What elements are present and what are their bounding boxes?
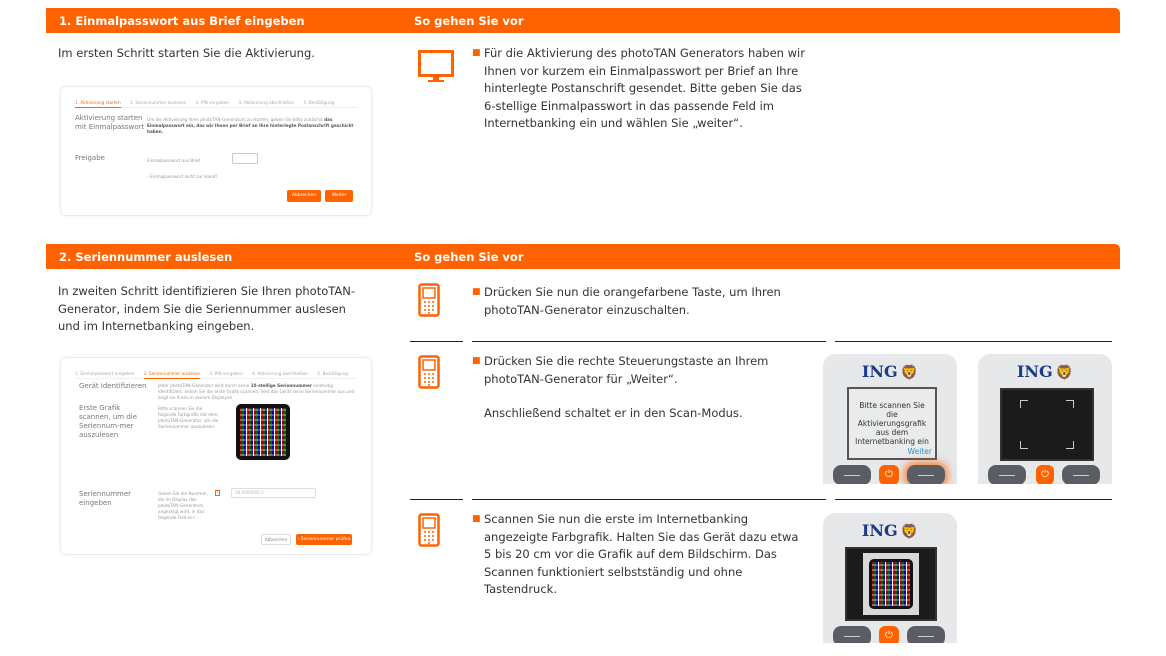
check-serial-button[interactable]: › Seriennummer prüfen — [296, 534, 352, 545]
divider — [472, 341, 826, 342]
divider — [835, 341, 1112, 342]
divider — [410, 499, 463, 500]
power-key: ⏻ — [879, 465, 899, 484]
row-text: Jeder photoTAN-Generator wird durch seine 10-stellige Seriennummer eindeutig identifiziert. Indem Sie die erste Grafik scannen, liest das Gerät seine Seriennummer aus und zeigt sie Ihnen in seinem Displayan. — [158, 383, 355, 400]
activation-color-graphic — [236, 404, 290, 460]
scanned-color-graphic — [869, 559, 913, 609]
section1-header — [46, 8, 1120, 33]
ing-logo: ING 🦁 — [1016, 362, 1074, 381]
ing-logo: ING 🦁 — [861, 521, 919, 540]
step-tabs — [75, 100, 357, 108]
divider — [835, 499, 1112, 500]
ing-logo: ING 🦁 — [861, 362, 919, 381]
device-image-scan-mode — [978, 354, 1112, 484]
section1-step: ■ Für die Aktivierung des photoTAN Generators haben wir Ihnen vor kurzem ein Einmalpasswort per Brief an Ihre hinterlegte Postanschrift gesendet. Bitte geben Sie das 6-stellige Einmalpasswort in das passende Feld im Internetbanking ein und wählen Sie „weiter“. — [472, 46, 805, 130]
cancel-button[interactable]: Abbrechen — [261, 534, 291, 545]
monitor-icon — [418, 50, 454, 84]
section1-title: 1. Einmalpasswort aus Brief eingeben — [59, 14, 305, 28]
row-text: Bitte scannen Sie die folgende Farbgrafik mit dem photoTAN-Generator, um die Seriennummer auszulesen: — [158, 406, 219, 429]
step-tab: 1. Aktivierung starten — [75, 100, 121, 108]
step-tab: 5. Bestätigung — [317, 371, 348, 376]
row-label: Aktivierung starten mit Einmalpasswort — [75, 114, 145, 131]
step-tab: 5. Bestätigung — [303, 100, 335, 105]
section1-howto-title: So gehen Sie vor — [414, 14, 524, 28]
device-screen: Bitte scannen Sie die Aktivierungsgrafik aus dem Internetbanking ein Weiter — [847, 387, 937, 460]
device-screen — [845, 547, 937, 621]
screenshot-serial-read — [60, 357, 372, 555]
bullet-icon: ■ — [472, 514, 481, 524]
row-label: Freigabe — [75, 154, 105, 162]
divider — [410, 341, 463, 342]
step-tab: 1. Einmalpasswort eingeben — [75, 371, 135, 376]
right-key — [1062, 465, 1100, 484]
power-key: ⏻ — [879, 626, 899, 643]
power-key: ⏻ — [1036, 465, 1054, 484]
device-screen — [1000, 388, 1094, 461]
step-tab: 2. Seriennummer auslesen — [144, 371, 200, 379]
field-label: Einmalpasswort aus Brief — [147, 158, 201, 163]
row-text: Geben Sie die Nummer, die im Display des photoTAN-Generators angezeigt wird, in das folgende Feld ein: — [158, 491, 209, 520]
row-label: Gerät identifizieren — [79, 382, 147, 390]
phototan-device-icon — [418, 283, 440, 317]
step-tab: 4. Aktivierung abschließen — [238, 100, 295, 105]
info-icon[interactable]: i — [216, 490, 219, 495]
step-tabs — [75, 371, 357, 379]
section2-title: 2. Seriennummer auslesen — [59, 250, 233, 264]
section2-step-2: ■ Drücken Sie die rechte Steuerungstaste an Ihrem photoTAN-Generator für „Weiter“. Anschließend schaltet er in den Scan-Modus. — [472, 354, 769, 420]
right-key-highlighted — [907, 465, 945, 484]
left-key — [988, 465, 1026, 484]
section2-intro: In zweiten Schritt identifizieren Sie Ihren photoTAN-Generator, indem Sie die Seriennummer auslesen und im Internetbanking eingeben. — [58, 284, 356, 333]
row-label: Seriennummer eingeben — [79, 490, 132, 507]
section2-header — [46, 244, 1120, 269]
next-button[interactable]: Weiter — [325, 190, 353, 202]
phototan-device-icon — [418, 513, 440, 547]
left-key — [833, 626, 871, 643]
bullet-icon: ■ — [472, 287, 481, 297]
left-key — [833, 465, 871, 484]
section2-step-1: ■ Drücken Sie nun die orangefarbene Taste, um Ihren photoTAN-Generator einzuschalten. — [472, 285, 781, 317]
section2-howto-title: So gehen Sie vor — [414, 250, 524, 264]
section2-step-3: ■ Scannen Sie nun die erste im Internetbanking angezeigte Farbgrafik. Halten Sie das Gerät dazu etwa 5 bis 20 cm vor die Grafik auf dem Bildschirm. Das Scannen funktioniert selbstständig und ohne Tastendruck. — [472, 512, 799, 596]
screenshot-activation-start — [60, 86, 372, 216]
cancel-button[interactable]: Abbrechen — [287, 190, 321, 202]
device-image-scanning — [823, 513, 957, 643]
bullet-icon: ■ — [472, 356, 481, 366]
softkey-label: Weiter — [907, 447, 932, 456]
otp-missing-link[interactable]: › Einmalpasswort nicht zur Hand? — [147, 174, 218, 179]
otp-input[interactable] — [232, 153, 258, 164]
divider — [472, 499, 826, 500]
step-tab: 4. Aktivierung abschließen — [252, 371, 308, 376]
right-key — [907, 626, 945, 643]
bullet-icon: ■ — [472, 48, 481, 58]
step-tab: 2. Seriennummer auslesen — [130, 100, 187, 105]
step-tab: 3. PIN vergeben — [209, 371, 243, 376]
row-label: Erste Grafik scannen, um die Seriennum-mer auszulesen — [79, 404, 138, 439]
serial-input[interactable]: SN 0000000 X — [231, 488, 316, 498]
device-image-welcome — [823, 354, 957, 484]
section1-intro: Im ersten Schritt starten Sie die Aktivierung. — [58, 46, 315, 60]
step-tab: 3. PIN vergeben — [195, 100, 230, 105]
row-text: Um die Aktivierung Ihres photoTAN-Generators zu starten, geben Sie bitte zunächst das Einmalpasswort ein, das wir Ihnen per Brief an Ihre hinterlegte Postanschrift geschickt haben. — [147, 117, 354, 134]
phototan-device-icon — [418, 355, 440, 389]
